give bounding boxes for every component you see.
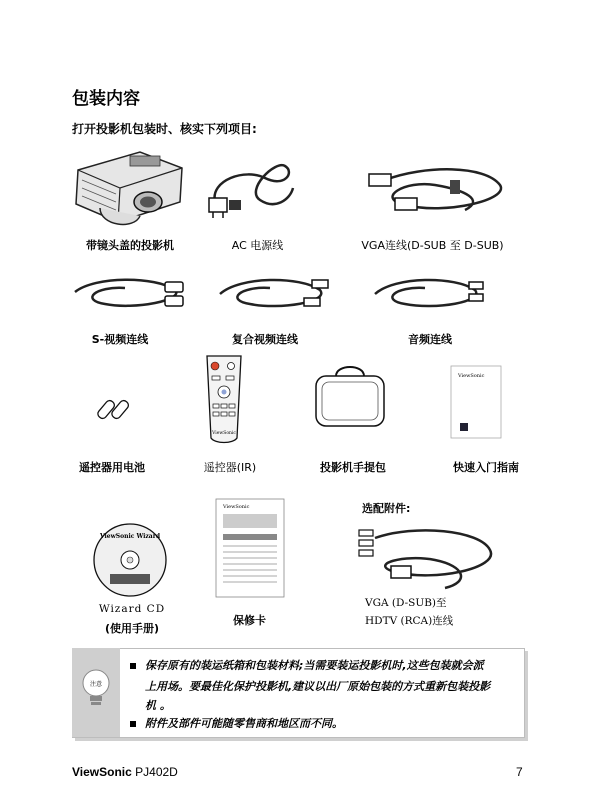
footer-model: PJ402D	[135, 765, 178, 779]
batteries-image	[94, 394, 134, 430]
lightbulb-icon	[78, 668, 114, 710]
optional-heading: 选配附件:	[362, 502, 411, 515]
vga-cable-image	[365, 160, 510, 220]
bullet-marker	[130, 663, 136, 669]
footer-brand	[72, 765, 178, 779]
caption-projector: 带镜头盖的投影机	[86, 239, 174, 252]
remote-brand-text: ViewSonic	[212, 431, 236, 436]
optional-line2: HDTV (RCA)连线	[365, 615, 454, 627]
quick-guide-brand: ViewSonic	[458, 373, 485, 379]
bullet-marker	[130, 721, 136, 727]
caption-vga-cable: VGA连线(D-SUB 至 D-SUB)	[361, 239, 504, 252]
remote-image	[203, 352, 245, 445]
note-bullet-2	[130, 714, 343, 733]
warranty-card-image	[215, 498, 285, 598]
composite-cable-image	[210, 272, 335, 314]
note-text: 保存原有的装运纸箱和包装材料;当需要装运投影机时,这些包装就会派	[145, 659, 484, 672]
note-bullet-1-line-3: 机 。	[145, 699, 171, 712]
svideo-cable-image	[65, 272, 190, 314]
note-icon-label: 注意	[89, 681, 103, 688]
wizard-cd-image	[92, 522, 168, 598]
note-bullet-1-line-2: 上用场。要最佳化保护投影机,建议以出厂原始包装的方式重新包装投影	[145, 680, 491, 693]
optional-line1: VGA (D-SUB)至	[365, 597, 447, 609]
page-subtitle: 打开投影机包装时、核实下列项目:	[72, 122, 257, 136]
caption-quick-guide: 快速入门指南	[453, 461, 519, 474]
footer-brand-name: ViewSonic	[72, 765, 132, 779]
audio-cable-image	[365, 272, 490, 314]
caption-audio: 音频连线	[408, 333, 452, 346]
caption-bag: 投影机手提包	[320, 461, 386, 474]
ac-cord-image	[205, 160, 300, 220]
vga-hdtv-cable-image	[355, 520, 500, 595]
caption-wizard-cd-line1: Wizard CD	[98, 603, 166, 615]
cd-label-text: ViewSonic Wizard	[99, 533, 161, 540]
caption-composite: 复合视频连线	[232, 333, 298, 346]
warranty-card-brand: ViewSonic	[223, 504, 250, 510]
caption-ac-cord: AC 电源线	[231, 239, 284, 252]
page-title: 包装内容	[72, 89, 140, 109]
note-bullet-1-line-1	[130, 656, 484, 675]
caption-warranty-card: 保修卡	[233, 614, 266, 627]
page-number: 7	[516, 765, 523, 779]
quick-guide-image	[450, 365, 502, 439]
caption-wizard-cd-line2: (使用手册)	[104, 622, 160, 635]
caption-remote: 遥控器(IR)	[203, 461, 257, 474]
carry-bag-image	[310, 362, 390, 434]
caption-svideo: S-视频连线	[91, 333, 149, 346]
projector-image	[70, 140, 185, 228]
note-text: 附件及部件可能随零售商和地区而不同。	[145, 717, 343, 730]
caption-batteries: 遥控器用电池	[79, 461, 145, 474]
